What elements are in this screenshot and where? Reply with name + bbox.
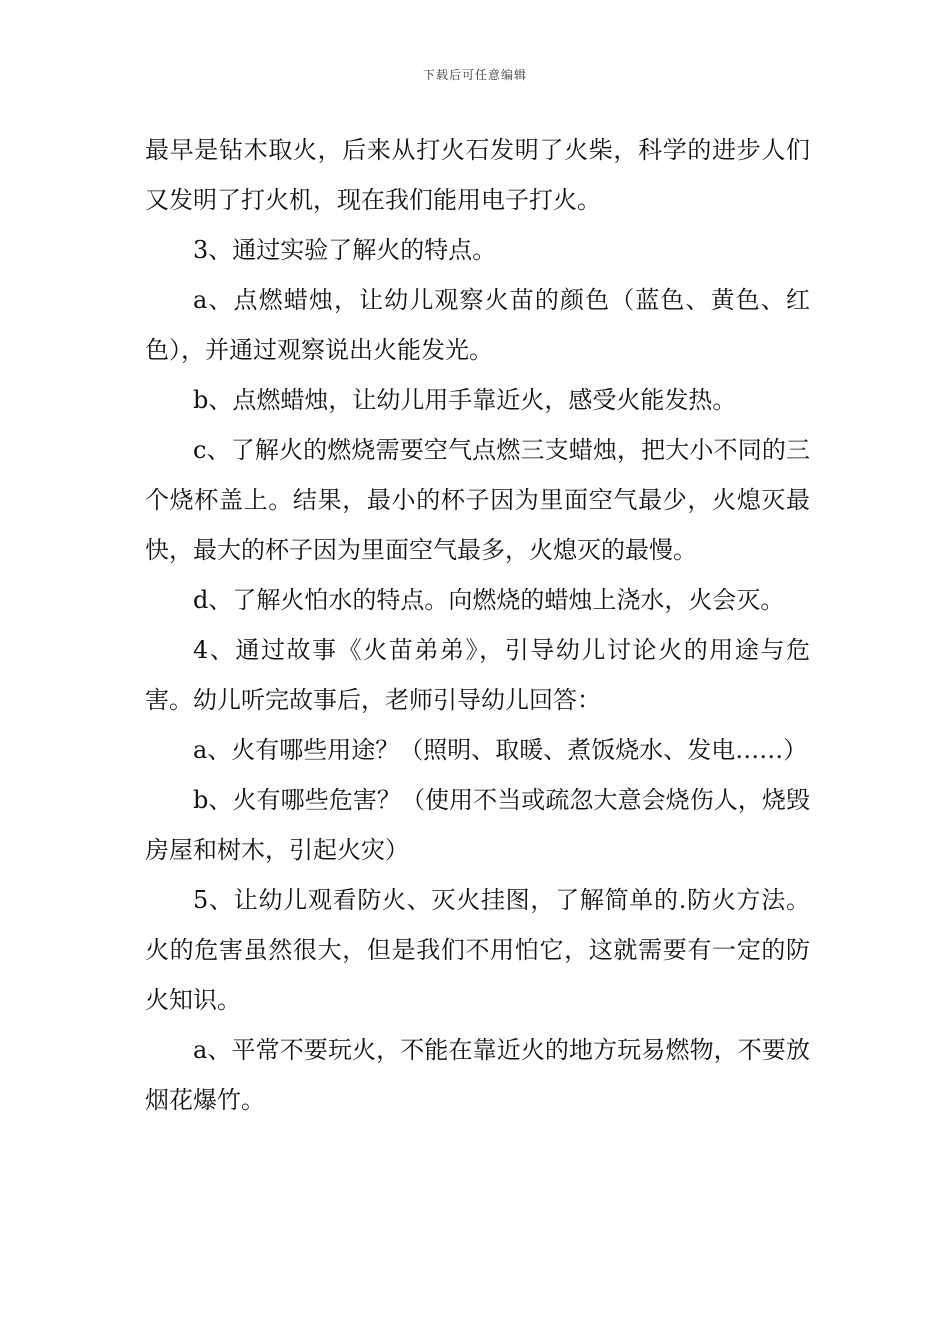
paragraph: a、点燃蜡烛，让幼儿观察火苗的颜色（蓝色、黄色、红色），并通过观察说出火能发光。 bbox=[145, 286, 810, 364]
paragraph: a、平常不要玩火，不能在靠近火的地方玩易燃物，不要放烟花爆竹。 bbox=[145, 1036, 810, 1114]
paragraph: b、点燃蜡烛，让幼儿用手靠近火，感受火能发热。 bbox=[193, 386, 737, 414]
paragraph: b、火有哪些危害？（使用不当或疏忽大意会烧伤人，烧毁房屋和树木，引起火灾） bbox=[145, 786, 810, 864]
document-body bbox=[145, 125, 810, 1125]
paragraph: c、了解火的燃烧需要空气点燃三支蜡烛，把大小不同的三个烧杯盖上。结果，最小的杯子因为里面空气最少，火熄灭最快，最大的杯子因为里面空气最多，火熄灭的最慢。 bbox=[145, 436, 810, 564]
paragraph: 3、通过实验了解火的特点。 bbox=[193, 236, 497, 264]
paragraph: a、火有哪些用途？（照明、取暖、煮饭烧水、发电……） bbox=[193, 736, 808, 764]
paragraph: d、了解火怕水的特点。向燃烧的蜡烛上浇水，火会灭。 bbox=[193, 586, 785, 614]
paragraph: 最早是钻木取火，后来从打火石发明了火柴，科学的进步人们又发明了打火机，现在我们能用电子打火。 bbox=[145, 136, 810, 214]
paragraph: 4、通过故事《火苗弟弟》，引导幼儿讨论火的用途与危害。幼儿听完故事后，老师引导幼儿回答： bbox=[145, 636, 810, 714]
paragraph: 5、让幼儿观看防火、灭火挂图，了解简单的.防火方法。火的危害虽然很大，但是我们不用怕它，这就需要有一定的防火知识。 bbox=[145, 886, 810, 1014]
page-header: 下载后可任意编辑 bbox=[422, 68, 527, 82]
